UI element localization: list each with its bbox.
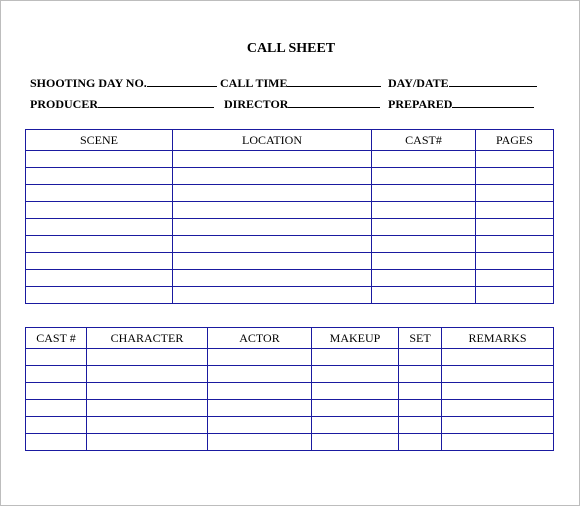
cast-table-cell[interactable] [312,366,399,383]
scene-table-cell[interactable] [372,253,476,270]
call-time-field[interactable] [220,75,381,91]
cast-table-cell[interactable] [208,417,312,434]
scene-table-cell[interactable] [173,253,372,270]
day-date-line [449,75,537,87]
shooting-day-field[interactable] [30,75,217,91]
scene-table-cell[interactable] [476,219,554,236]
cast-table-cell[interactable] [312,417,399,434]
scene-table-header-row [26,130,554,151]
cast-table [25,327,554,451]
scene-table-cell[interactable] [173,287,372,304]
scene-table-cell[interactable] [26,253,173,270]
set-column-header: SET [399,328,442,349]
prepared-label: PREPARED [388,97,453,111]
cast-table-row [26,400,554,417]
scene-table-row [26,253,554,270]
cast-table-row [26,349,554,366]
scene-table-row [26,168,554,185]
cast-table-cell[interactable] [442,434,554,451]
scene-table-cell[interactable] [372,168,476,185]
scene-table-row [26,219,554,236]
actor-column-header: ACTOR [208,328,312,349]
cast-table-cell[interactable] [26,349,87,366]
scene-table-cell[interactable] [476,151,554,168]
scene-table-cell[interactable] [173,202,372,219]
scene-table-row [26,202,554,219]
scene-table-cell[interactable] [372,151,476,168]
cast-table-cell[interactable] [87,400,208,417]
scene-table-cell[interactable] [372,202,476,219]
scene-table-cell[interactable] [476,168,554,185]
cast-table-cell[interactable] [26,366,87,383]
character-column-header: CHARACTER [87,328,208,349]
director-field[interactable] [224,96,380,112]
scene-table-cell[interactable] [476,287,554,304]
cast-number-column-header: CAST# [372,130,476,151]
scene-table-cell[interactable] [173,168,372,185]
cast-table-cell[interactable] [87,366,208,383]
cast-table-cell[interactable] [208,349,312,366]
cast-table-cell[interactable] [87,434,208,451]
scene-table-cell[interactable] [26,168,173,185]
scene-table-row [26,185,554,202]
pages-column-header: PAGES [476,130,554,151]
page-title: CALL SHEET [246,41,336,56]
scene-table-cell[interactable] [173,219,372,236]
day-date-field[interactable] [388,75,537,91]
scene-table-cell[interactable] [476,202,554,219]
cast-table-cell[interactable] [26,417,87,434]
scene-table-cell[interactable] [372,219,476,236]
makeup-column-header: MAKEUP [312,328,399,349]
scene-table [25,129,554,304]
shooting-day-line [147,75,217,87]
shooting-day-label: SHOOTING DAY NO. [30,76,147,90]
scene-table-cell[interactable] [26,219,173,236]
cast-table-cell[interactable] [399,383,442,400]
cast-table-cell[interactable] [208,366,312,383]
scene-table-cell[interactable] [476,253,554,270]
cast-table-cell[interactable] [442,349,554,366]
director-line [288,96,380,108]
scene-table-row [26,270,554,287]
scene-table-cell[interactable] [173,151,372,168]
cast-table-cell[interactable] [442,417,554,434]
scene-table-cell[interactable] [173,185,372,202]
remarks-column-header: REMARKS [442,328,554,349]
cast-table-cell[interactable] [87,383,208,400]
scene-table-cell[interactable] [476,270,554,287]
producer-field[interactable] [30,96,214,112]
cast-table-cell[interactable] [442,383,554,400]
cast-table-cell[interactable] [399,417,442,434]
day-date-label: DAY/DATE [388,76,449,90]
cast-table-cell[interactable] [208,434,312,451]
cast-table-cell[interactable] [26,400,87,417]
scene-table-row [26,151,554,168]
cast-table-cell[interactable] [26,434,87,451]
producer-line [98,96,214,108]
cast-table-cell[interactable] [312,383,399,400]
cast-table-cell[interactable] [442,366,554,383]
cast-number-column-header: CAST # [26,328,87,349]
scene-table-cell[interactable] [26,202,173,219]
prepared-line [452,96,534,108]
scene-table-cell[interactable] [173,236,372,253]
scene-table-cell[interactable] [372,270,476,287]
scene-table-cell[interactable] [372,236,476,253]
cast-table-cell[interactable] [312,400,399,417]
scene-table-row [26,287,554,304]
producer-label: PRODUCER [30,97,98,111]
scene-table-cell[interactable] [26,287,173,304]
prepared-field[interactable] [388,96,534,112]
scene-table-cell[interactable] [26,151,173,168]
scene-table-cell[interactable] [476,236,554,253]
scene-table-body [26,151,554,304]
cast-table-row [26,366,554,383]
location-column-header: LOCATION [173,130,372,151]
scene-table-cell[interactable] [26,236,173,253]
scene-table-cell[interactable] [372,287,476,304]
scene-table-cell[interactable] [26,185,173,202]
cast-table-row [26,434,554,451]
cast-table-cell[interactable] [87,349,208,366]
cast-table-cell[interactable] [399,349,442,366]
cast-table-cell[interactable] [208,383,312,400]
cast-table-row [26,417,554,434]
cast-table-cell[interactable] [312,434,399,451]
cast-table-cell[interactable] [399,434,442,451]
director-label: DIRECTOR [224,97,289,111]
cast-table-cell[interactable] [208,400,312,417]
call-time-line [287,75,381,87]
scene-table-row [26,236,554,253]
call-time-label: CALL TIME [220,76,288,90]
scene-table-cell[interactable] [476,185,554,202]
cast-table-header-row [26,328,554,349]
cast-table-cell[interactable] [26,383,87,400]
cast-table-body [26,349,554,451]
scene-table-cell[interactable] [26,270,173,287]
cast-table-cell[interactable] [442,400,554,417]
cast-table-row [26,383,554,400]
scene-table-cell[interactable] [173,270,372,287]
cast-table-cell[interactable] [87,417,208,434]
scene-table-cell[interactable] [372,185,476,202]
scene-column-header: SCENE [26,130,173,151]
cast-table-cell[interactable] [312,349,399,366]
cast-table-cell[interactable] [399,400,442,417]
cast-table-cell[interactable] [399,366,442,383]
